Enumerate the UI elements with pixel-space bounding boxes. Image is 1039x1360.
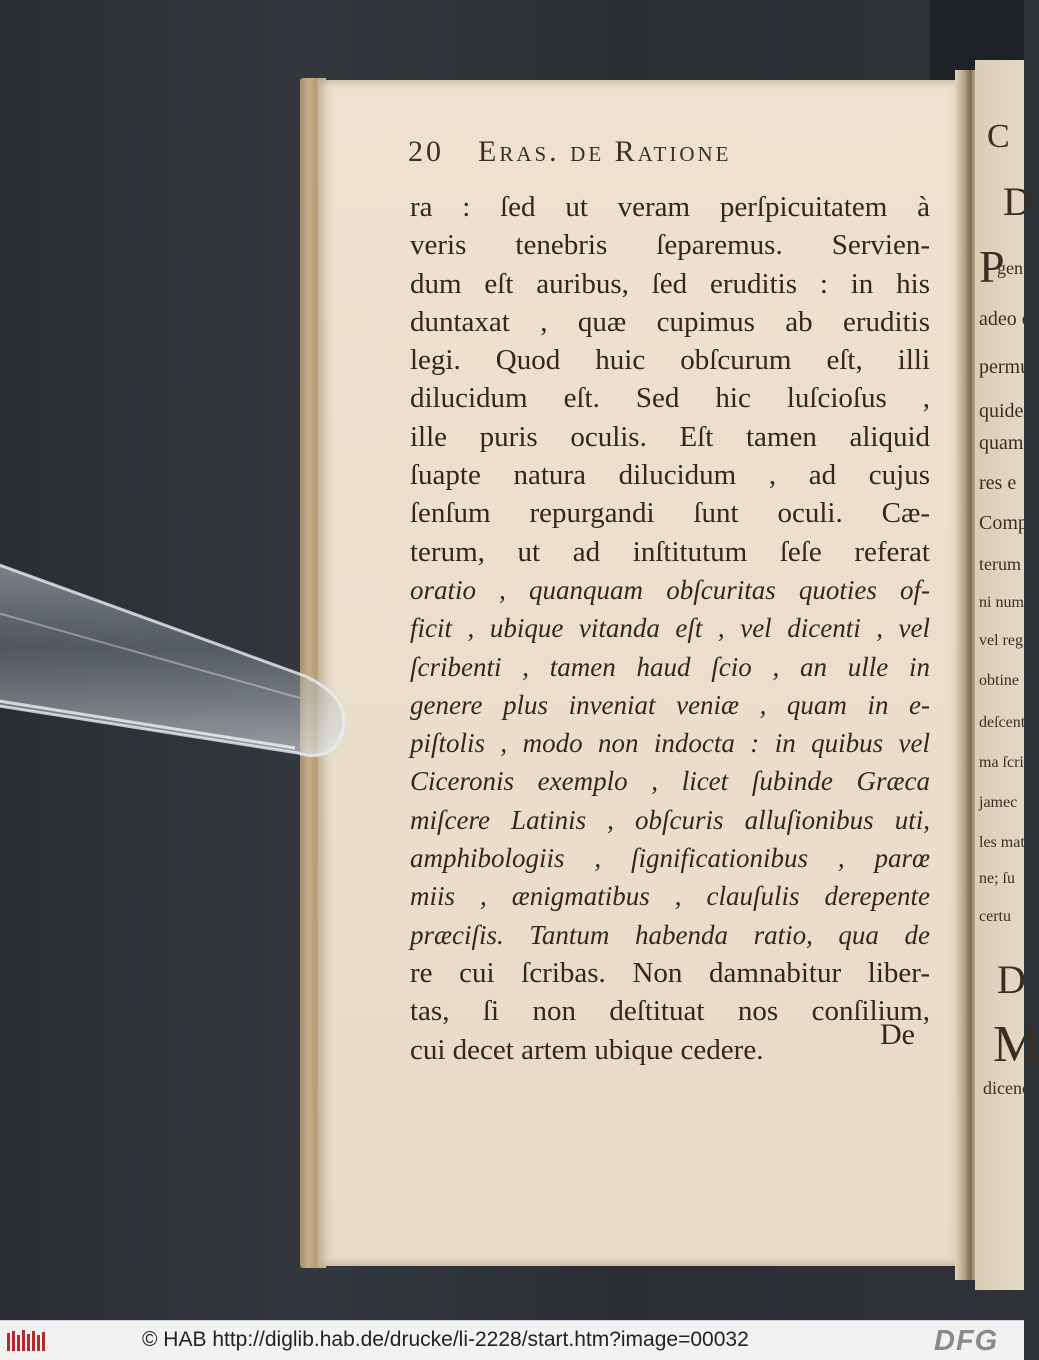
facing-page-text: C	[987, 118, 1010, 155]
facing-page-text: certu	[979, 908, 1011, 925]
text-line: genere plus inveniat veniæ , quam in e-	[410, 689, 930, 720]
facing-page-text: adeo c	[979, 308, 1031, 330]
running-title: Eras. de Ratione	[478, 135, 732, 168]
facing-page-text: quider	[979, 400, 1031, 422]
text-line: miſcere Latinis , obſcuris alluſionibus uti,	[410, 804, 930, 835]
facing-page-fragment	[975, 60, 1039, 1290]
facing-page-text: gen	[997, 258, 1023, 278]
book-gutter	[955, 70, 977, 1280]
facing-page-text: ma ſcri	[979, 754, 1024, 771]
facing-page-text: obtine	[979, 672, 1019, 689]
facing-page-text: vel reg	[979, 632, 1023, 649]
facing-page-text: terum	[979, 554, 1021, 574]
facing-page-text: res e	[979, 472, 1017, 494]
facing-page-text: ne; ſu	[979, 870, 1015, 887]
dfg-logo: DFG	[934, 1325, 999, 1357]
facing-page-text: Comp	[979, 512, 1028, 534]
text-line: ille puris oculis. Eſt tamen aliquid	[410, 420, 930, 453]
text-line: re cui ſcribas. Non damnabitur liber-	[410, 956, 930, 989]
facing-page-text: diceno	[983, 1078, 1031, 1098]
facing-page-text: D	[997, 957, 1026, 1002]
facing-page-text: ni num	[979, 594, 1024, 611]
body-text	[410, 188, 930, 1069]
page-number: 20	[408, 135, 444, 168]
text-line: ra : ſed ut veram perſpicuitatem à	[410, 191, 930, 223]
text-line: dilucidum eſt. Sed hic luſcioſus ,	[410, 382, 930, 415]
running-head	[408, 135, 732, 169]
text-line: oratio , quanquam obſcuritas quoties of-	[410, 574, 930, 605]
text-line: Ciceronis exemplo , licet ſubinde Græca	[410, 766, 930, 797]
facing-page-text: P	[979, 241, 1005, 292]
hab-logo-icon	[6, 1329, 48, 1353]
facing-page-text: permu	[979, 356, 1031, 378]
text-line: legi. Quod huic obſcurum eſt, illi	[410, 344, 930, 377]
text-line: ficit , ubique vitanda eſt , vel dicenti , vel	[410, 613, 930, 644]
text-line: terum, ut ad inſtitutum ſeſe referat	[410, 535, 930, 568]
text-line: cui decet artem ubique cedere.	[410, 1033, 764, 1066]
facing-page-text: jamec	[979, 794, 1018, 811]
text-line: ſcribenti , tamen haud ſcio , an ulle in	[410, 651, 930, 682]
facing-page-text: les mat	[979, 834, 1025, 851]
copyright-credit: © HAB http://diglib.hab.de/drucke/li-2228/start.htm?image=00032	[142, 1328, 749, 1351]
text-line: dum eſt auribus, ſed eruditis : in his	[410, 267, 930, 300]
facing-page-text: deſcent	[979, 714, 1026, 731]
text-line: tas, ſi non deſtituat nos conſilium,	[410, 995, 930, 1028]
footer-bar	[0, 1320, 1024, 1360]
text-line: duntaxat , quæ cupimus ab eruditis	[410, 305, 930, 338]
facing-page-text: D	[1003, 179, 1032, 224]
text-line: præciſis. Tantum habenda ratio, qua de	[410, 919, 930, 950]
text-line: amphibologiis , ſignificationibus , parœ	[410, 843, 930, 874]
text-line: veris tenebris ſeparemus. Servien-	[410, 229, 930, 262]
text-line: ſuapte natura dilucidum , ad cujus	[410, 459, 930, 492]
facing-page-text: M	[993, 1016, 1039, 1073]
catchword: De	[880, 1018, 915, 1051]
text-line: miis , ænigmatibus , clauſulis derepente	[410, 881, 930, 912]
text-line: piſtolis , modo non indocta : in quibus vel	[410, 728, 930, 759]
text-line: ſenſum repurgandi ſunt oculi. Cæ-	[410, 497, 930, 530]
facing-page-text: quam	[979, 432, 1024, 454]
